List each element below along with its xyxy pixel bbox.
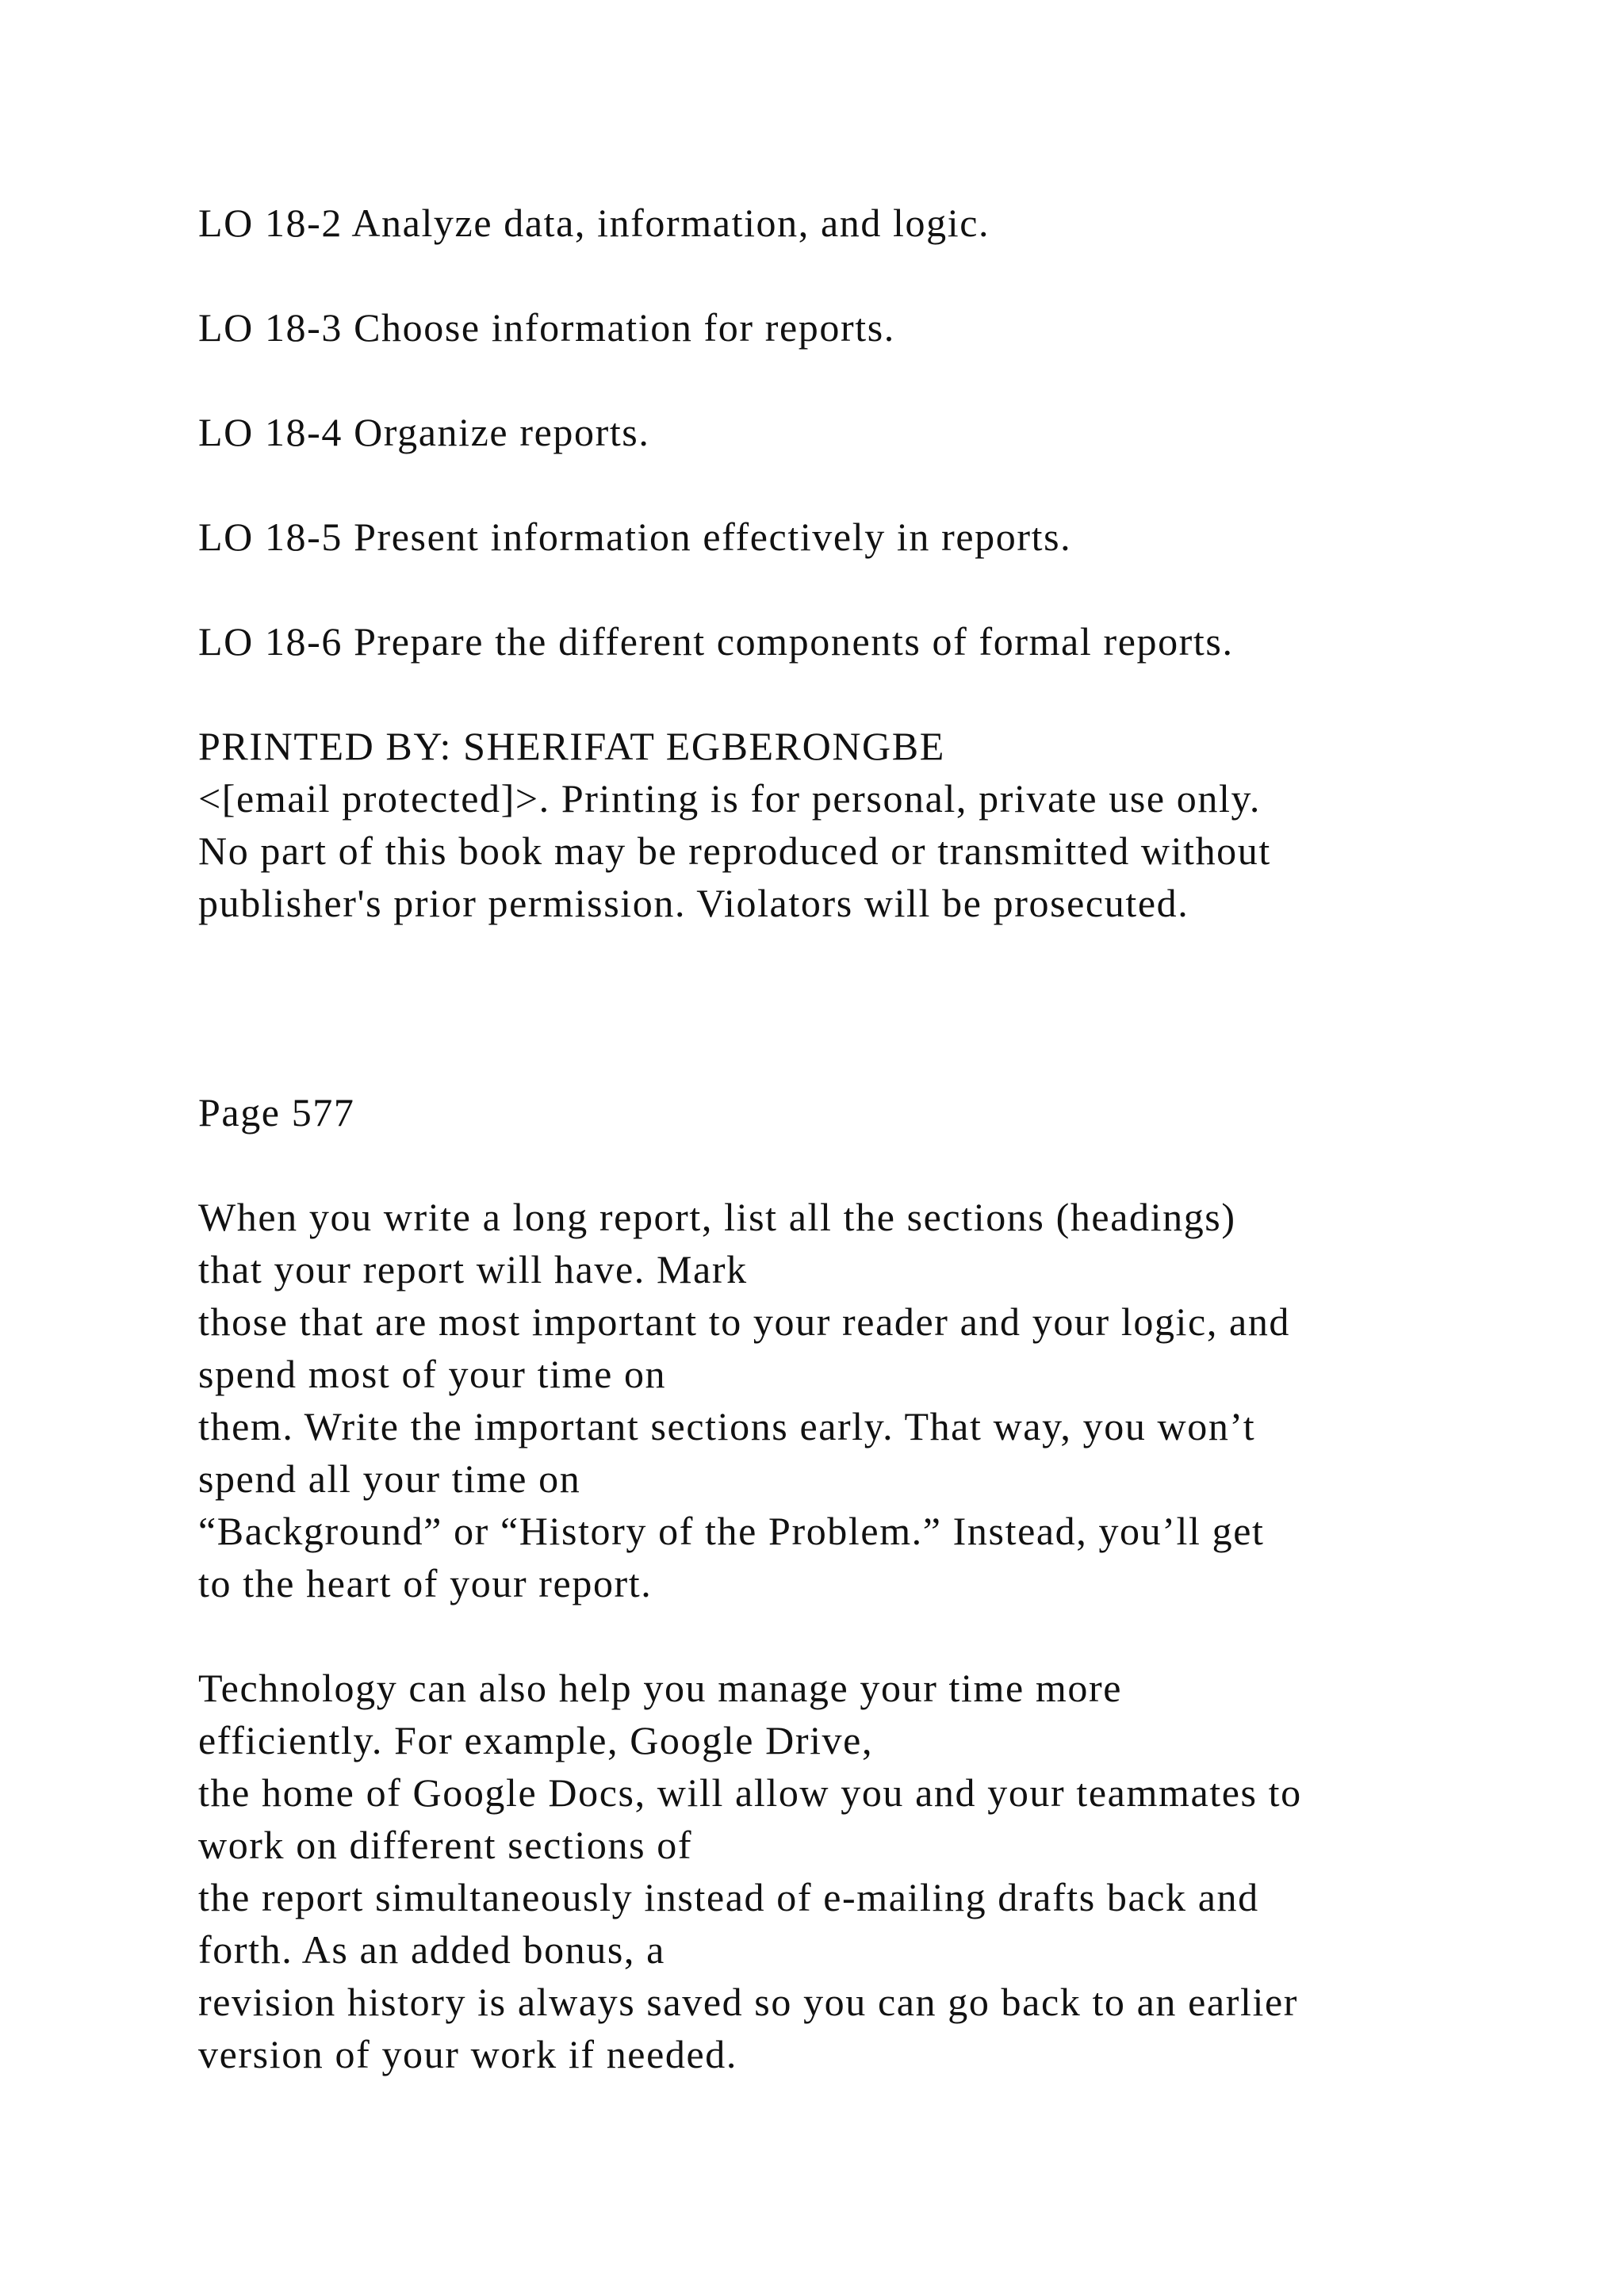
paragraph-line: Technology can also help you manage your time more [198,1666,1123,1710]
paragraph-line: version of your work if needed. [198,2032,737,2076]
paragraph-line: spend all your time on [198,1456,581,1501]
paragraph-line: “Background” or “History of the Problem.” Instead, you’ll get [198,1509,1265,1553]
paragraph-line: the home of Google Docs, will allow you and your teammates to [198,1770,1302,1815]
paragraph-line: that your report will have. Mark [198,1247,748,1292]
paragraph-line: spend most of your time on [198,1352,667,1396]
paragraph-line: revision history is always saved so you can go back to an earlier [198,1980,1298,2024]
objective-18-4: LO 18-4 Organize reports. [198,410,650,454]
notice-line: publisher's prior permission. Violators will be prosecuted. [198,881,1189,925]
paragraph-line: to the heart of your report. [198,1561,653,1605]
paragraph-line: When you write a long report, list all the sections (headings) [198,1195,1236,1239]
notice-line: No part of this book may be reproduced or transmitted without [198,828,1271,873]
objective-18-5: LO 18-5 Present information effectively in reports. [198,515,1072,559]
notice-line: <[email protected]>. Printing is for personal, private use only. [198,776,1261,821]
page-number: Page 577 [198,1090,355,1135]
objective-18-6: LO 18-6 Prepare the different components of formal reports. [198,619,1234,664]
paragraph-line: the report simultaneously instead of e-mailing drafts back and [198,1875,1259,1919]
paragraph-line: forth. As an added bonus, a [198,1927,665,1972]
objective-18-2: LO 18-2 Analyze data, information, and logic. [198,201,990,245]
paragraph-line: them. Write the important sections early. That way, you won’t [198,1404,1256,1448]
paragraph-line: those that are most important to your reader and your logic, and [198,1299,1291,1344]
objective-18-3: LO 18-3 Choose information for reports. [198,305,895,350]
paragraph-line: work on different sections of [198,1823,693,1867]
printed-by-line: PRINTED BY: SHERIFAT EGBERONGBE [198,724,945,768]
paragraph-line: efficiently. For example, Google Drive, [198,1718,874,1762]
